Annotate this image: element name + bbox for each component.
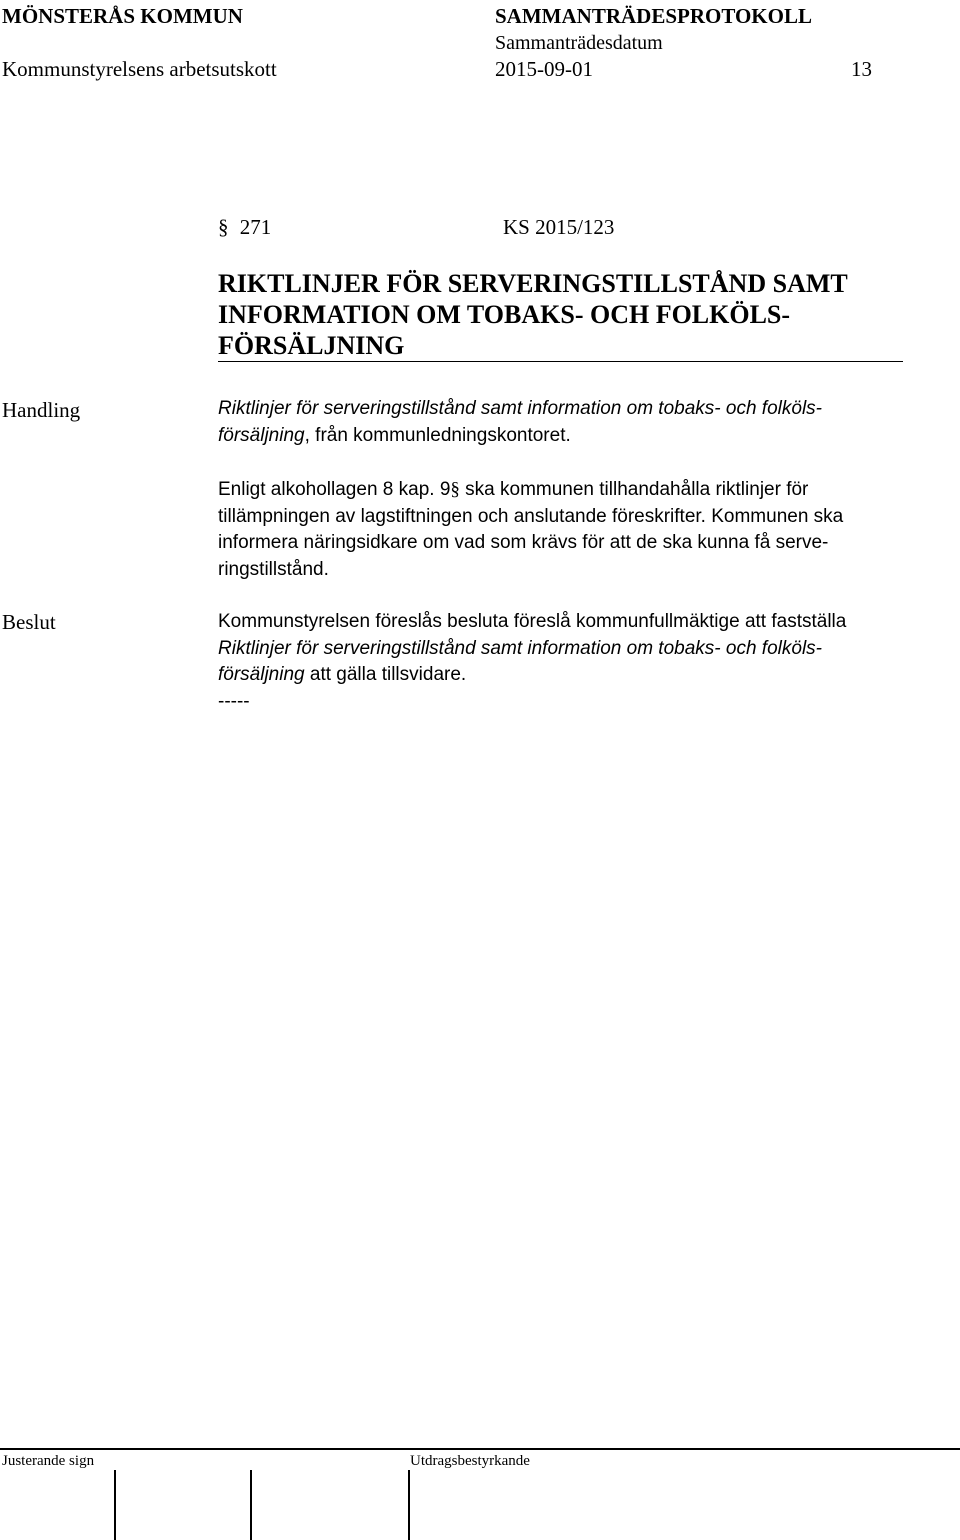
background-line: ringstillstånd. (218, 558, 329, 580)
handling-line (218, 423, 908, 450)
section-symbol: § (450, 479, 460, 500)
end-mark: ----- (218, 690, 250, 712)
document-title-cont: försäljning (218, 424, 305, 446)
beslut-line (218, 662, 908, 689)
municipality-name: MÖNSTERÅS KOMMUN (2, 4, 243, 28)
sign-label: Justerande sign (2, 1453, 95, 1469)
protocol-title: SAMMANTRÄDESPROTOKOLL (495, 4, 812, 28)
item-title-line: INFORMATION OM TOBAKS- OCH FOLKÖLS- (218, 300, 791, 329)
handling-text (218, 396, 908, 449)
beslut-line-part: att gälla tillsvidare. (304, 664, 467, 685)
item-number-value: 271 (239, 215, 272, 239)
background-line: tillämpningen av lagstiftningen och anslutande föreskrifter. Kommunen ska (218, 505, 844, 527)
committee-name: Kommunstyrelsens arbetsutskott (2, 57, 277, 81)
signature-box-divider (114, 1470, 116, 1540)
document-title: Riktlinjer för serveringstillstånd samt information om tobaks- och folköls- (218, 637, 822, 659)
case-reference: KS 2015/123 (503, 215, 615, 239)
document-source: , från kommunledningskontoret. (304, 424, 571, 446)
document-title: Riktlinjer för serveringstillstånd samt information om tobaks- och folköls- (218, 398, 822, 419)
title-divider (218, 361, 903, 362)
signature-box-divider (250, 1470, 252, 1540)
background-text (218, 477, 908, 583)
signature-box-divider (408, 1470, 410, 1540)
item-number (218, 215, 271, 240)
background-line-part: ska kommunen tillhandahålla riktlinjer för (459, 479, 809, 500)
item-title-line: RIKTLINJER FÖR SERVERINGSTILLSTÅND SAMT (218, 269, 848, 298)
background-line-part: Enligt alkohollagen 8 kap. 9 (218, 479, 451, 500)
item-title-line: FÖRSÄLJNING (218, 331, 405, 360)
document-title-cont: försäljning (218, 664, 305, 685)
beslut-label: Beslut (2, 610, 56, 634)
footer-rule (0, 1448, 960, 1450)
background-line (218, 477, 908, 504)
meeting-date: 2015-09-01 (495, 57, 593, 81)
handling-line (218, 396, 908, 423)
beslut-line: Kommunstyrelsen föreslås besluta föreslå kommunfullmäktige att fastställa (218, 611, 847, 632)
background-line: informera näringsidkare om vad som krävs för att de ska kunna få serve- (218, 532, 829, 553)
date-label: Sammanträdesdatum (495, 32, 663, 54)
extract-label: Utdragsbestyrkande (410, 1453, 530, 1469)
page-number: 13 (851, 57, 872, 81)
item-title (218, 268, 848, 361)
beslut-line (218, 636, 908, 663)
section-symbol: § (218, 215, 229, 239)
beslut-text (218, 609, 908, 715)
handling-label: Handling (2, 398, 81, 422)
